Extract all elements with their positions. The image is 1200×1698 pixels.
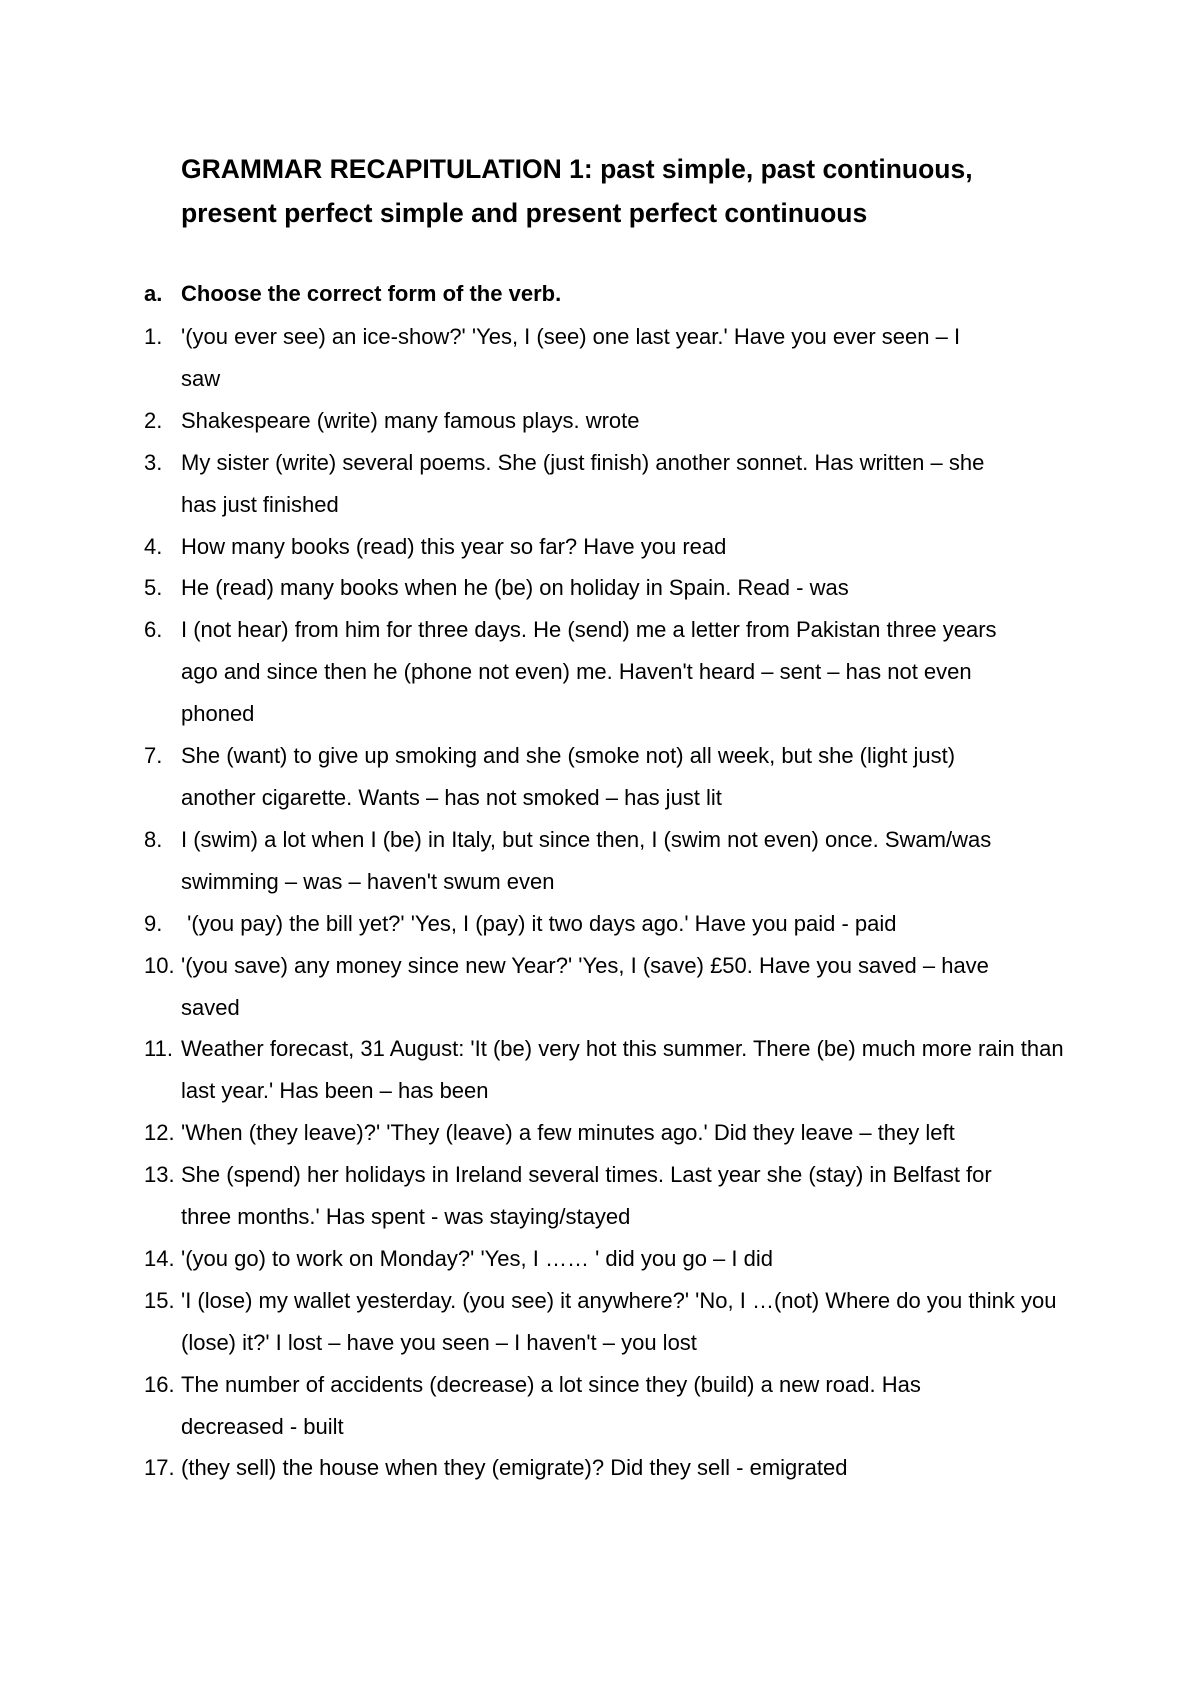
exercise-item [144,1154,1031,1238]
item-text: Shakespeare (write) many famous plays. wrote [181,407,640,433]
item-number: 12. [144,1120,175,1146]
item-text: '(you save) any money since new Year?' 'Yes, I (save) £50. Have you saved – have saved [181,952,989,1020]
item-text: How many books (read) this year so far? Have you read [181,533,727,559]
exercise-item [144,526,1064,568]
item-text: He (read) many books when he (be) on holiday in Spain. Read - was [181,575,849,601]
item-number: 7. [144,743,163,769]
item-number: 5. [144,575,163,601]
item-number: 6. [144,617,163,643]
section-heading [144,278,1064,310]
title-line-2: present perfect simple and present perfect continuous [181,198,868,228]
exercise-item [144,1238,1064,1280]
item-text: '(you ever see) an ice-show?' 'Yes, I (see) one last year.' Have you ever seen – I saw [181,324,961,391]
item-text: (they sell) the house when they (emigrate)? Did they sell - emigrated [181,1455,848,1481]
exercise-item [144,819,1011,903]
item-text: I (swim) a lot when I (be) in Italy, but since then, I (swim not even) once. Swam/was swimming – was – haven't swum even [181,826,992,894]
exercise-item [144,945,1031,1029]
item-text: '(you go) to work on Monday?' 'Yes, I …… ' did you go – I did [181,1245,773,1271]
item-text: 'When (they leave)?' 'They (leave) a few minutes ago.' Did they leave – they left [181,1120,955,1146]
item-number: 3. [144,449,163,475]
item-number: 9. [144,910,163,936]
item-number: 2. [144,407,163,433]
exercise-item [144,1112,1064,1154]
item-number: 14. [144,1245,175,1271]
item-text: The number of accidents (decrease) a lot since they (build) a new road. Has decreased - built [181,1371,921,1439]
item-number: 16. [144,1371,175,1397]
exercise-item [144,735,1031,819]
item-number: 4. [144,533,163,559]
item-number: 8. [144,826,163,852]
exercise-item [144,567,1064,609]
item-text: '(you pay) the bill yet?' 'Yes, I (pay) it two days ago.' Have you paid - paid [181,910,897,936]
item-number: 13. [144,1162,175,1188]
exercise-item [144,442,1001,526]
exercise-item [144,1280,1061,1364]
exercise-item [144,1364,1021,1448]
item-text: I (not hear) from him for three days. He (send) me a letter from Pakistan three years ago and since then he (phone not even) me. Haven't heard – sent – has not even phoned [181,617,997,727]
exercise-item [144,1447,1064,1489]
item-text: She (spend) her holidays in Ireland several times. Last year she (stay) in Belfast for three months.' Has spent - was staying/stayed [181,1162,992,1230]
exercise-item [144,609,1021,735]
item-number: 15. [144,1287,175,1313]
exercise-item [144,903,1064,945]
document-title [181,147,1081,235]
title-line-1: GRAMMAR RECAPITULATION 1: past simple, past continuous, [181,154,973,184]
exercise-item [144,316,981,400]
item-number: 11. [144,1036,173,1062]
item-number: 17. [144,1455,175,1481]
item-number: 1. [144,324,163,349]
item-text: Weather forecast, 31 August: 'It (be) very hot this summer. There (be) much more rain than last year.' Has been – has been [181,1036,1064,1104]
exercise-list [144,316,1064,1489]
item-text: She (want) to give up smoking and she (smoke not) all week, but she (light just) another cigarette. Wants – has not smoked – has just lit [181,743,956,810]
exercise-item [144,400,1064,442]
item-text: My sister (write) several poems. She (just finish) another sonnet. Has written – she has just finished [181,449,985,517]
section-letter: a. [144,281,163,306]
item-text: 'I (lose) my wallet yesterday. (you see) it anywhere?' 'No, I …(not) Where do you think you (lose) it?' I lost – have you seen – I haven't – you lost [181,1287,1057,1355]
item-number: 10. [144,952,175,978]
section-heading-text: Choose the correct form of the verb. [181,281,562,306]
exercise-item [144,1028,1071,1112]
